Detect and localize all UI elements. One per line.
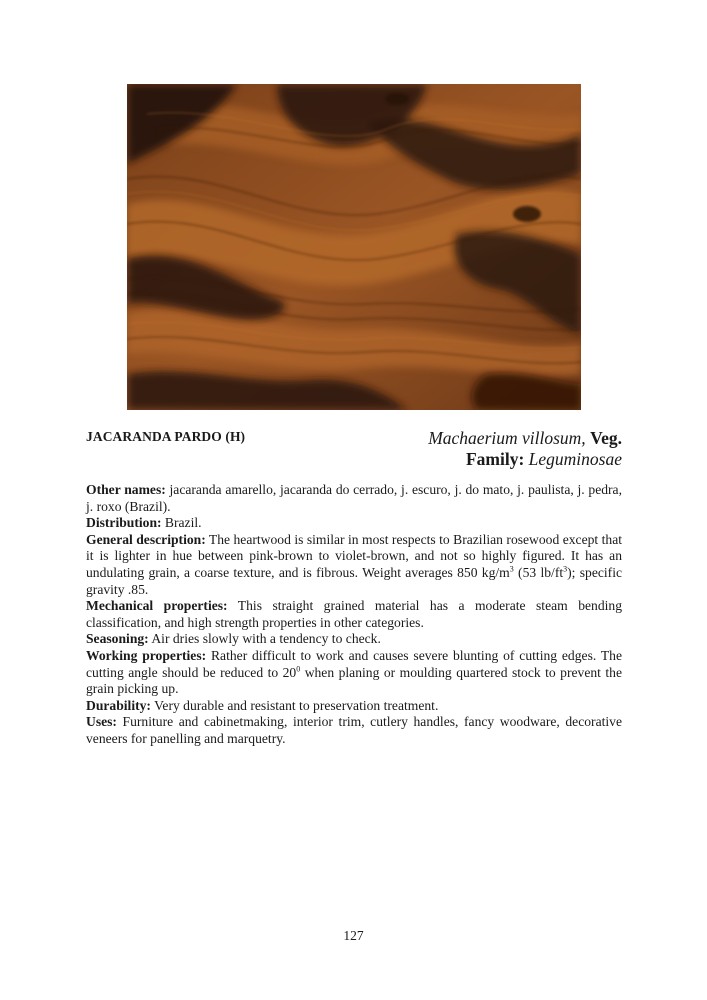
mechanical-properties-text: This straight grained material has a moderate steam bending classification, and high strength properties in other categories. (86, 598, 622, 630)
botanical-name-block (428, 428, 622, 470)
seasoning-label: Seasoning: (86, 631, 149, 647)
uses-paragraph (86, 714, 622, 747)
general-description-label: General description: (86, 531, 206, 547)
degree-superscript: 0 (296, 664, 301, 673)
durability-paragraph (86, 698, 622, 715)
uses-text: Furniture and cabinetmaking, interior trim, cutlery handles, fancy woodware, decorative veneers for panelling and marquetry. (86, 714, 622, 746)
mechanical-properties-paragraph (86, 598, 622, 631)
working-properties-label: Working properties: (86, 647, 207, 663)
general-description-text-1: The heartwood is similar in most respects to Brazilian rosewood except that it is lighter in hue between pink-brown to violet-brown, and not so highly figured. It has an undulating grain, a coarse texture, and is fibrous. Weight averages 850 kg/m (86, 531, 623, 580)
wood-grain-image (127, 84, 581, 410)
general-description-text-2: (53 lb/ft (513, 564, 564, 580)
authority: Veg. (590, 428, 622, 448)
scientific-name-line (428, 428, 622, 449)
imperial-density-superscript: 3 (563, 564, 568, 574)
other-names-label: Other names: (86, 482, 166, 497)
distribution-paragraph (86, 515, 622, 532)
density-superscript: 3 (509, 564, 514, 574)
other-names-text: jacaranda amarello, jacaranda do cerrado, j. escuro, j. do mato, j. paulista, j. pedra, j. roxo (Brazil). (86, 482, 622, 514)
page-number: 127 (343, 928, 364, 943)
general-description-text-3: ); specific gravity .85. (86, 564, 623, 597)
working-properties-text-1: Rather difficult to work and causes severe blunting of cutting edges. The cutting angle should be reduced to 20 (86, 647, 622, 680)
working-properties-text-2: when planing or moulding quartered stock to prevent the grain picking up. (86, 664, 622, 697)
species-header (86, 428, 622, 472)
family-name: Leguminosae (528, 449, 622, 469)
working-properties-paragraph (86, 648, 622, 698)
seasoning-text: Air dries slowly with a tendency to check. (148, 631, 381, 647)
distribution-label: Distribution: (86, 515, 162, 531)
mechanical-properties-label: Mechanical properties: (86, 598, 228, 614)
species-description (86, 482, 622, 748)
wood-sample-photo (127, 84, 581, 410)
common-name: JACARANDA PARDO (H) (86, 429, 246, 444)
durability-text: Very durable and resistant to preservation treatment. (150, 697, 439, 713)
seasoning-paragraph (86, 631, 622, 648)
distribution-text: Brazil. (161, 515, 202, 531)
uses-label: Uses: (86, 714, 117, 730)
scientific-name: Machaerium villosum, (428, 428, 586, 448)
family-line (428, 449, 622, 470)
other-names-paragraph (86, 482, 622, 515)
family-label: Family: (465, 449, 525, 469)
general-description-paragraph (86, 532, 622, 598)
durability-label: Durability: (86, 697, 151, 713)
